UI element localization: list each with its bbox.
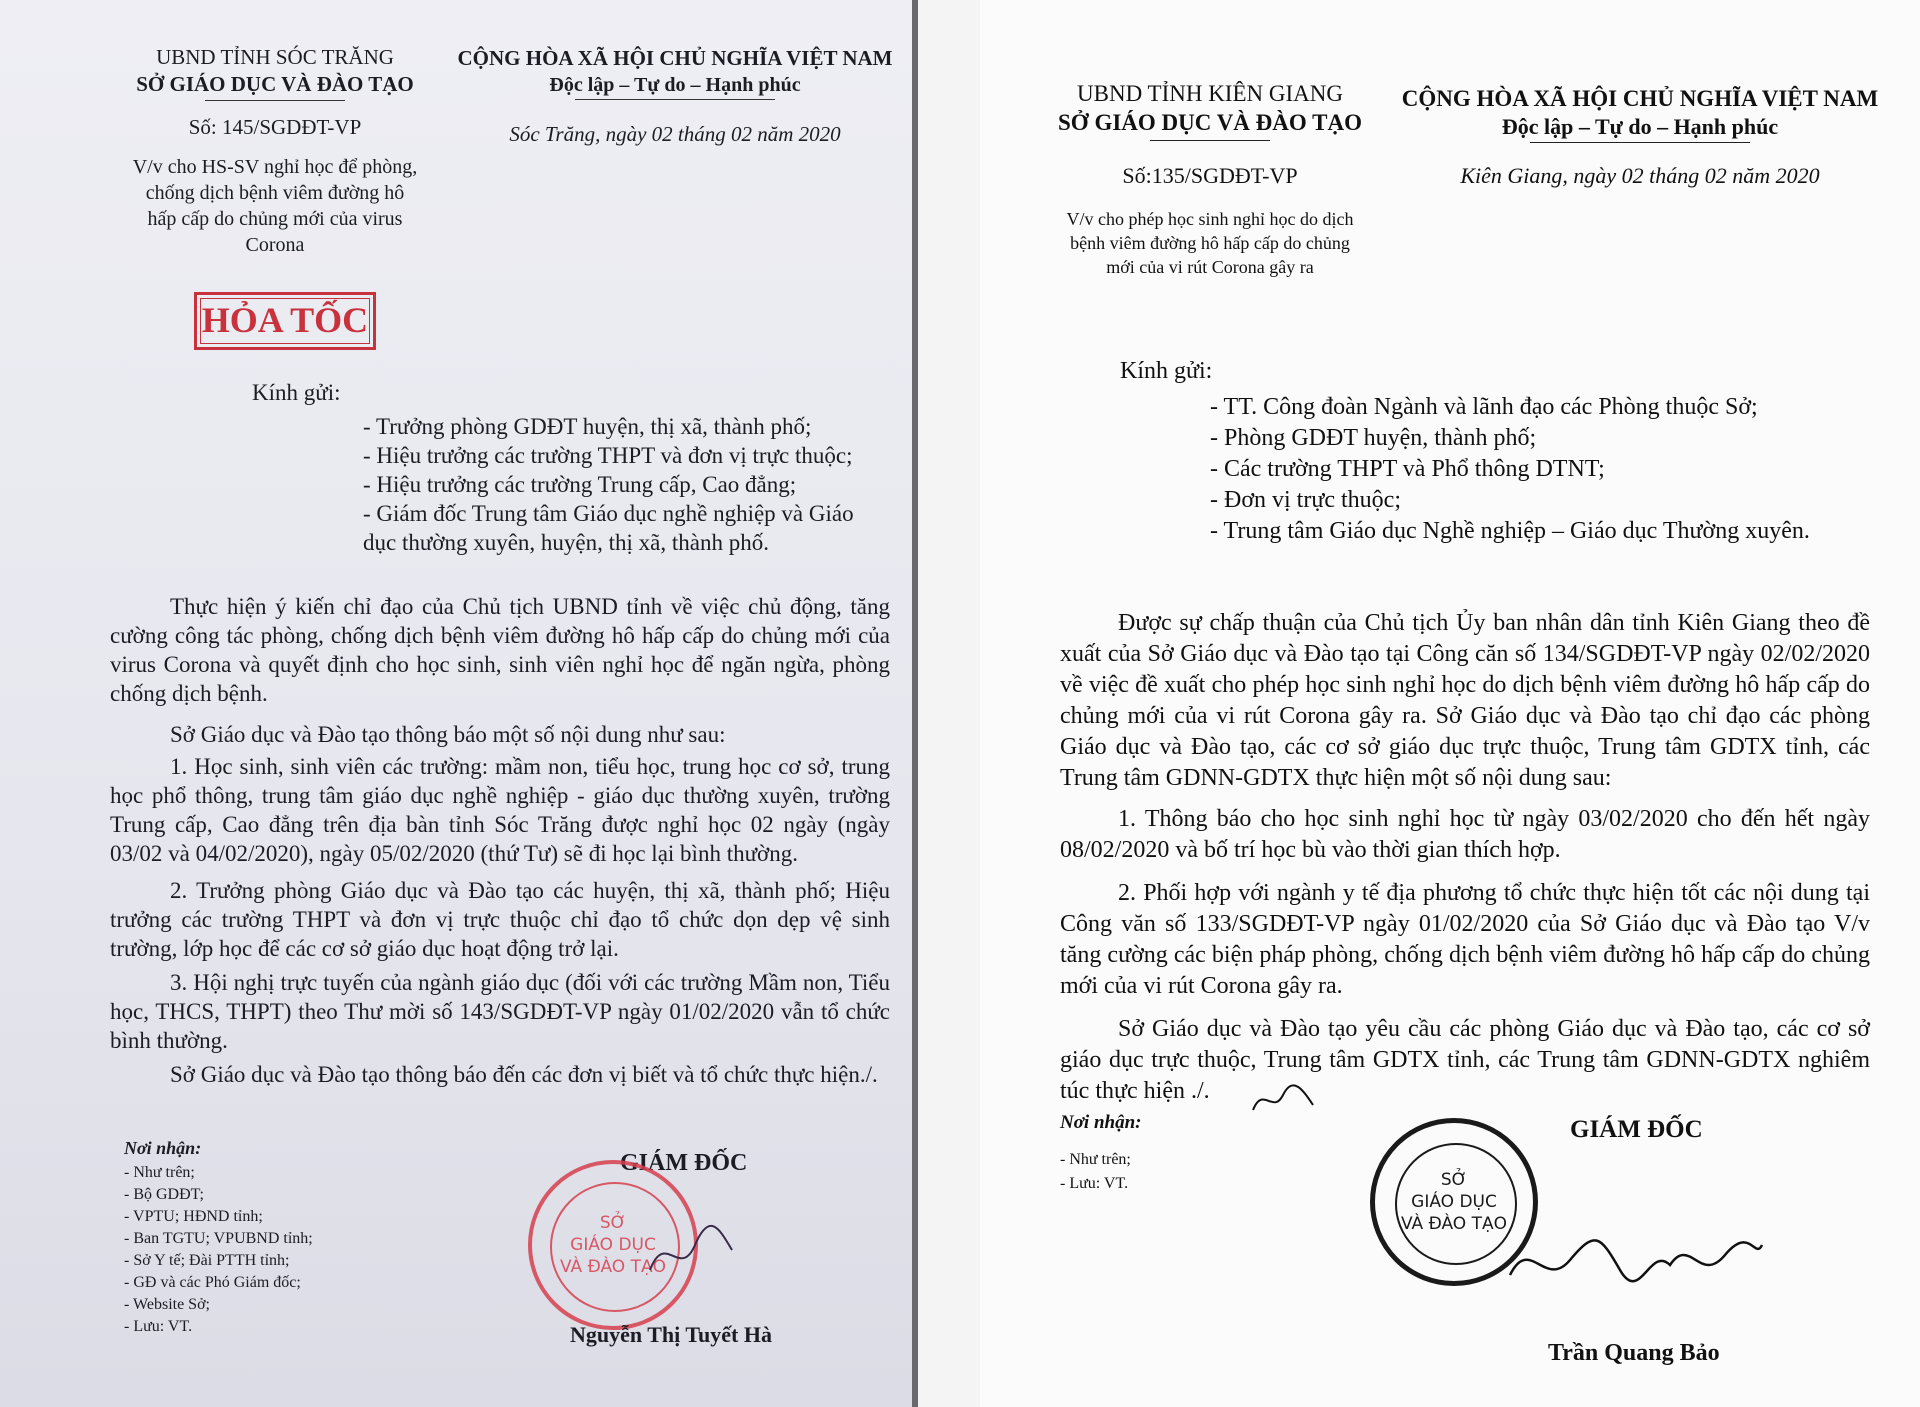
recipient-list bbox=[1210, 392, 1810, 547]
signer-title: GIÁM ĐỐC bbox=[1570, 1116, 1703, 1143]
header-underline bbox=[1150, 140, 1270, 141]
document-subject: V/v cho phép học sinh nghỉ học do dịch bệnh viêm đường hô hấp cấp do chủng mới của vi rút Corona gây ra bbox=[1066, 209, 1354, 277]
recipient-list bbox=[363, 412, 854, 557]
signer-name: Nguyễn Thị Tuyết Hà bbox=[570, 1322, 772, 1347]
motto-underline bbox=[575, 99, 775, 100]
body-paragraph: Được sự chấp thuận của Chủ tịch Ủy ban nhân dân tỉnh Kiên Giang theo đề xuất của Sở Giáo dục và Đào tạo tại Công căn số 134/SGDĐT-VP ngày 02/02/2020 về việc đề xuất cho phép học sinh nghỉ học do dịch bệnh viêm đường hô hấp cấp do chủng mới của vi rút Corona gây ra. Sở Giáo dục và Đào tạo chỉ đạo các phòng Giáo dục và Đào tạo, các cơ sở giáo dục trực thuộc, Trung tâm GDTX tỉnh, các Trung tâm GDNN-GDTX thực hiện một số nội dung sau: bbox=[1060, 610, 1870, 791]
body-paragraph: 2. Trưởng phòng Giáo dục và Đào tạo các huyện, thị xã, thành phố; Hiệu trưởng các trường THPT và đơn vị trực thuộc chỉ đạo tổ chức dọn dẹp vệ sinh trường, lớp học để các cơ sở giáo dục hoạt động trở lại. bbox=[110, 878, 890, 961]
image-divider bbox=[912, 0, 980, 1407]
body-paragraph: 1. Học sinh, sinh viên các trường: mầm non, tiểu học, trung học cơ sở, trung học phổ thông, trung tâm giáo dục nghề nghiệp - giáo dục thường xuyên, trường Trung cấp, Cao đẳng trên địa bàn tỉnh Sóc Trăng được nghỉ học 02 ngày (ngày 03/02 và 04/02/2020), ngày 05/02/2020 (thứ Tư) sẽ đi học lại bình thường. bbox=[110, 754, 890, 866]
header-right-block bbox=[1400, 86, 1880, 189]
recipient-item: - TT. Công đoàn Ngành và lãnh đạo các Phòng thuộc Sở; bbox=[1210, 394, 1758, 420]
recipient-item: - Trung tâm Giáo dục Nghề nghiệp – Giáo dục Thường xuyên. bbox=[1210, 518, 1810, 544]
issuer-department: SỞ GIÁO DỤC VÀ ĐÀO TẠO bbox=[136, 72, 414, 96]
body-paragraph: 3. Hội nghị trực tuyến của ngành giáo dục (đối với các trường Mầm non, Tiểu học, THCS, THPT) theo Thư mời số 143/SGDĐT-VP ngày 01/02/2020 vẫn tổ chức bình thường. bbox=[110, 970, 890, 1053]
noi-nhan-title: Nơi nhận: bbox=[1060, 1112, 1142, 1133]
recipient-item: - Các trường THPT và Phổ thông DTNT; bbox=[1210, 456, 1605, 482]
recipient-item: - Phòng GDĐT huyện, thành phố; bbox=[1210, 425, 1537, 451]
body-paragraph: Sở Giáo dục và Đào tạo thông báo một số nội dung như sau: bbox=[170, 722, 726, 747]
recipient-item: - Đơn vị trực thuộc; bbox=[1210, 487, 1401, 513]
issuer-province: UBND TỈNH KIÊN GIANG bbox=[1077, 81, 1343, 106]
national-title: CỘNG HÒA XÃ HỘI CHỦ NGHĨA VIỆT NAM bbox=[457, 46, 893, 70]
body-paragraph: Sở Giáo dục và Đào tạo thông báo đến các đơn vị biết và tổ chức thực hiện./. bbox=[170, 1062, 878, 1087]
document-subject: V/v cho HS-SV nghỉ học để phòng, chống dịch bệnh viêm đường hô hấp cấp do chủng mới của virus Corona bbox=[132, 156, 418, 256]
header-underline bbox=[205, 100, 345, 101]
header-right-block bbox=[455, 46, 895, 147]
official-seal: SỞ GIÁO DỤC VÀ ĐÀO TẠO bbox=[528, 1160, 698, 1330]
document-date: Kiên Giang, ngày 02 tháng 02 năm 2020 bbox=[1460, 163, 1820, 188]
document-kien-giang bbox=[980, 0, 1920, 1407]
recipient-item: dục thường xuyên, huyện, thị xã, thành phố. bbox=[363, 530, 769, 555]
issuer-province: UBND TỈNH SÓC TRĂNG bbox=[156, 45, 394, 69]
noi-nhan-list: - Như trên; - Bộ GDĐT; - VPTU; HĐND tỉnh; - Ban TGTU; VPUBND tỉnh; - Sở Y tế; Đài PTTH tỉnh; - GĐ và các Phó Giám đốc; - Website Sở; - Lưu: VT. bbox=[124, 1164, 313, 1335]
national-title: CỘNG HÒA XÃ HỘI CHỦ NGHĨA VIỆT NAM bbox=[1401, 86, 1879, 111]
header-left-block bbox=[1025, 80, 1395, 279]
document-soc-trang bbox=[0, 0, 912, 1407]
body-paragraph: 1. Thông báo cho học sinh nghỉ học từ ngày 03/02/2020 cho đến hết ngày 08/02/2020 và bố trí học bù vào thời gian thích hợp. bbox=[1060, 806, 1870, 863]
recipient-item: - Trưởng phòng GDĐT huyện, thị xã, thành phố; bbox=[363, 414, 812, 439]
document-number: Số: 145/SGDĐT-VP bbox=[188, 115, 362, 139]
urgent-stamp: HỎA TỐC bbox=[194, 292, 376, 350]
signature-mark bbox=[640, 1210, 740, 1290]
signer-name: Trần Quang Bảo bbox=[1548, 1340, 1720, 1366]
signer-title: GIÁM ĐỐC bbox=[620, 1150, 748, 1176]
noi-nhan-list: - Như trên; - Lưu: VT. bbox=[1060, 1151, 1131, 1192]
official-seal: SỞ GIÁO DỤC VÀ ĐÀO TẠO bbox=[1370, 1118, 1538, 1286]
kinh-gui-label: Kính gửi: bbox=[1120, 358, 1213, 384]
document-number: Số:135/SGDĐT-VP bbox=[1122, 163, 1298, 188]
body-paragraph: Sở Giáo dục và Đào tạo yêu cầu các phòng Giáo dục và Đào tạo, các cơ sở giáo dục trực thuộc, Trung tâm GDTX tỉnh, các Trung tâm GDNN-GDTX nghiêm túc thực hiện ./. bbox=[1060, 1016, 1870, 1104]
document-date: Sóc Trăng, ngày 02 tháng 02 năm 2020 bbox=[509, 122, 841, 146]
header-left-block bbox=[90, 44, 460, 258]
national-motto: Độc lập – Tự do – Hạnh phúc bbox=[549, 74, 801, 96]
initial-mark bbox=[1248, 1080, 1318, 1120]
national-motto: Độc lập – Tự do – Hạnh phúc bbox=[1501, 114, 1779, 139]
kinh-gui-label: Kính gửi: bbox=[252, 380, 341, 405]
motto-underline bbox=[1530, 142, 1750, 143]
noi-nhan-title: Nơi nhận: bbox=[124, 1138, 202, 1158]
issuer-department: SỞ GIÁO DỤC VÀ ĐÀO TẠO bbox=[1058, 110, 1362, 135]
signature-mark bbox=[1500, 1215, 1770, 1305]
recipient-item: - Giám đốc Trung tâm Giáo dục nghề nghiệp và Giáo bbox=[363, 501, 854, 526]
body-paragraph: 2. Phối hợp với ngành y tế địa phương tổ chức thực hiện tốt các nội dung tại Công văn số 133/SGDĐT-VP ngày 01/02/2020 của Sở Giáo dục và Đào tạo V/v tăng cường các biện pháp phòng, chống dịch bệnh viêm đường hô hấp cấp do chủng mới của vi rút Corona gây ra. bbox=[1060, 880, 1870, 999]
body-paragraph: Thực hiện ý kiến chỉ đạo của Chủ tịch UBND tỉnh về việc chủ động, tăng cường công tác phòng, chống dịch bệnh viêm đường hô hấp cấp do chủng mới của virus Corona và quyết định cho học sinh, sinh viên nghỉ học để ngăn ngừa, phòng chống dịch bệnh. bbox=[110, 594, 890, 706]
recipient-item: - Hiệu trưởng các trường Trung cấp, Cao đẳng; bbox=[363, 472, 797, 497]
recipient-item: - Hiệu trưởng các trường THPT và đơn vị trực thuộc; bbox=[363, 443, 853, 468]
